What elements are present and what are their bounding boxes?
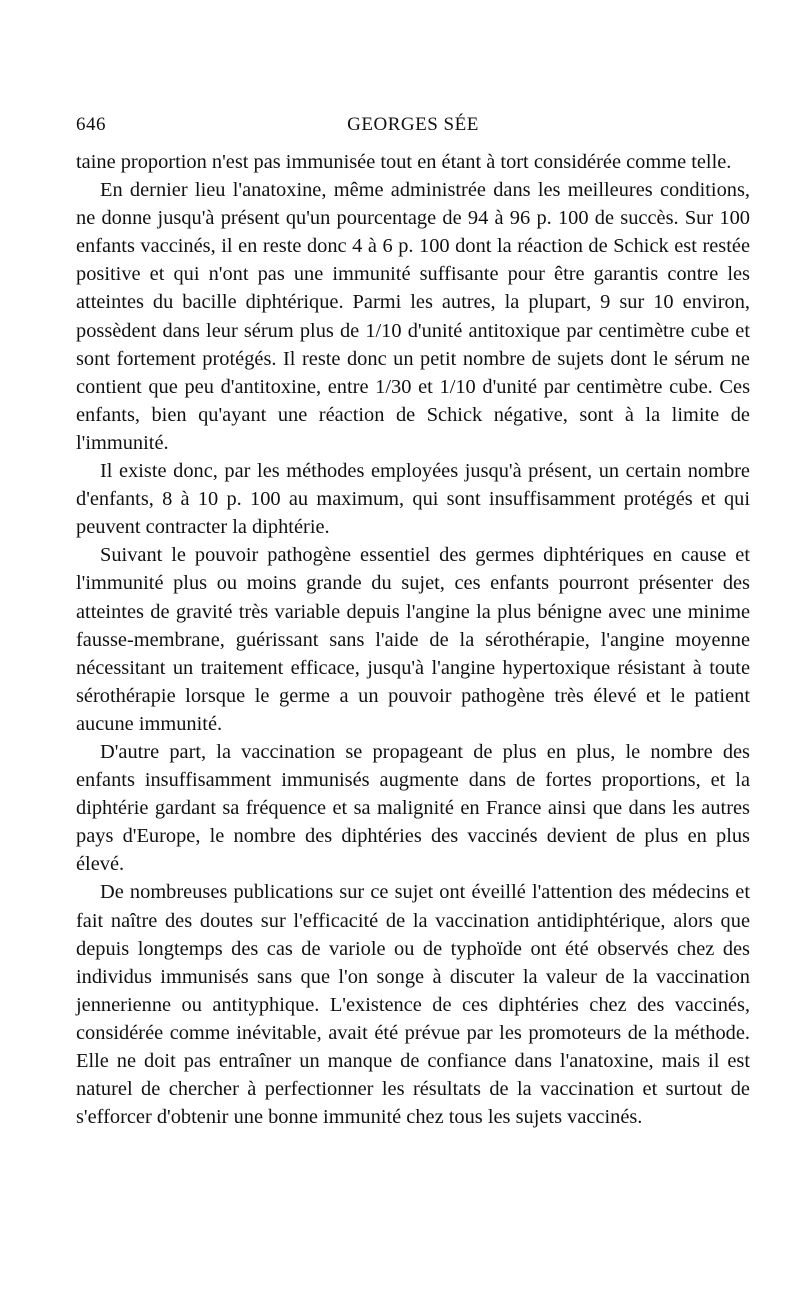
- paragraph-publications: De nombreuses publications sur ce sujet ont éveillé l'attention des médecins et fait naître des doutes sur l'efficacité de la vaccination antidiphtérique, alors que depuis longtemps des cas de variole ou de typhoïde ont été observés chez des individus immunisés sans que l'on songe à discuter la valeur de la vaccination jennerienne ou antityphique. L'existence de ces diphtéries chez des vaccinés, considérée comme inévitable, avait été prévue par les promoteurs de la méthode. Elle ne doit pas entraîner un manque de confiance dans l'anatoxine, mais il est naturel de chercher à perfectionner les résultats de la vaccination et surtout de s'efforcer d'obtenir une bonne immunité chez tous les sujets vaccinés.: [76, 881, 750, 1129]
- page-number: 646: [76, 114, 106, 135]
- paragraph-severity: Suivant le pouvoir pathogène essentiel des germes diphtériques en cause et l'immunité plus ou moins grande du sujet, ces enfants pourront présenter des atteintes de gravité très variable depuis l'angine la plus bénigne avec une minime fausse-membrane, guérissant sans l'aide de la sérothérapie, l'angine moyenne nécessitant un traitement efficace, jusqu'à l'angine hypertoxique résistant à toute sérothérapie lorsque le germe a un pouvoir pathogène très élevé et le patient aucune immunité.: [76, 544, 750, 735]
- running-title: GEORGES SÉE: [347, 114, 479, 135]
- body-text: [76, 148, 750, 1131]
- paragraph-continuation: taine proportion n'est pas immunisée tout en étant à tort considérée comme telle.: [76, 151, 732, 173]
- paragraph-vaccination-spread: D'autre part, la vaccination se propageant de plus en plus, le nombre des enfants insuffisamment immunisés augmente dans de fortes proportions, et la diphtérie gardant sa fréquence et sa malignité en France ainsi que dans les autres pays d'Europe, le nombre des diphtéries des vaccinés devient de plus en plus élevé.: [76, 740, 750, 876]
- running-head: [76, 100, 750, 140]
- book-page: [76, 100, 750, 1131]
- paragraph-anatoxine-results: En dernier lieu l'anatoxine, même administrée dans les meilleures conditions, ne donne jusqu'à présent qu'un pourcentage de 94 à 96 p. 100 de succès. Sur 100 enfants vaccinés, il en reste donc 4 à 6 p. 100 dont la réaction de Schick est restée positive et qui n'ont pas une immunité suffisante pour être garantis contre les atteintes du bacille diphtérique. Parmi les autres, la plupart, 9 sur 10 environ, possèdent dans leur sérum plus de 1/10 d'unité antitoxique par centimètre cube et sont fortement protégés. Il reste donc un petit nombre de sujets dont le sérum ne contient que peu d'antitoxine, entre 1/30 et 1/10 d'unité par centimètre cube. Ces enfants, bien qu'ayant une réaction de Schick négative, sont à la limite de l'immunité.: [76, 179, 750, 454]
- paragraph-insufficient-protection: Il existe donc, par les méthodes employées jusqu'à présent, un certain nombre d'enfants, 8 à 10 p. 100 au maximum, qui sont insuffisamment protégés et qui peuvent contracter la diphtérie.: [76, 460, 750, 539]
